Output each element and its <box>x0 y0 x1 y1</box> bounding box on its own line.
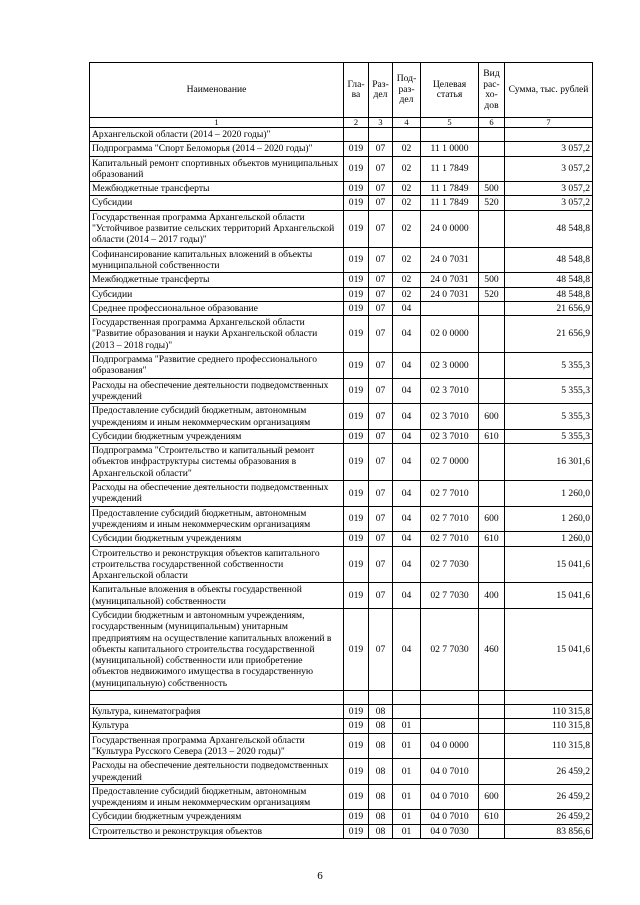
column-number: 6 <box>479 118 505 128</box>
cell-summa: 26 459,2 <box>505 759 593 785</box>
table-row <box>90 705 593 719</box>
cell-razdel: 07 <box>369 247 393 273</box>
cell-summa: 5 355,3 <box>505 429 593 443</box>
cell-tselevaya: 02 7 7030 <box>421 546 479 583</box>
cell-glava: 019 <box>344 506 369 532</box>
header-name: Наименование <box>90 63 344 118</box>
cell-podrazdel: 04 <box>393 353 421 379</box>
cell-vid: 610 <box>479 810 505 824</box>
cell-name: Субсидии бюджетным учреждениям <box>90 532 344 546</box>
cell-vid: 610 <box>479 532 505 546</box>
cell-podrazdel: 04 <box>393 546 421 583</box>
cell-tselevaya: 02 3 7010 <box>421 429 479 443</box>
cell-glava: 019 <box>344 210 369 247</box>
header-razdel: Раз-дел <box>369 63 393 118</box>
cell-summa: 15 041,6 <box>505 583 593 609</box>
table-row <box>90 156 593 182</box>
cell-name: Субсидии бюджетным учреждениям <box>90 810 344 824</box>
cell-tselevaya <box>421 705 479 719</box>
cell-name: Государственная программа Архангельской области "Развитие образования и науки Архангельской области (2013 – 2018 годы)" <box>90 316 344 353</box>
cell-vid <box>479 301 505 315</box>
cell-podrazdel: 04 <box>393 506 421 532</box>
cell-razdel: 07 <box>369 287 393 301</box>
cell-podrazdel: 04 <box>393 378 421 404</box>
cell-podrazdel: 01 <box>393 810 421 824</box>
cell-name: Среднее профессиональное образование <box>90 301 344 315</box>
cell-podrazdel: 04 <box>393 583 421 609</box>
cell-razdel: 08 <box>369 824 393 838</box>
cell-podrazdel: 04 <box>393 532 421 546</box>
cell-glava: 019 <box>344 353 369 379</box>
cell-name: Софинансирование капитальных вложений в объекты муниципальной собственности <box>90 247 344 273</box>
cell-vid <box>479 691 505 705</box>
cell-vid: 500 <box>479 182 505 196</box>
cell-tselevaya <box>421 301 479 315</box>
cell-glava: 019 <box>344 142 369 156</box>
cell-tselevaya: 02 7 7010 <box>421 532 479 546</box>
table-row <box>90 128 593 142</box>
cell-name: Подпрограмма "Развитие среднего профессионального образования" <box>90 353 344 379</box>
cell-vid <box>479 705 505 719</box>
table-row <box>90 287 593 301</box>
cell-vid: 460 <box>479 608 505 690</box>
cell-podrazdel <box>393 128 421 142</box>
column-number-row <box>90 118 593 128</box>
cell-glava: 019 <box>344 733 369 759</box>
cell-glava: 019 <box>344 608 369 690</box>
cell-tselevaya: 02 7 7010 <box>421 481 479 507</box>
cell-podrazdel: 04 <box>393 608 421 690</box>
cell-name: Предоставление субсидий бюджетным, автономным учреждениям и иным некоммерческим организациям <box>90 404 344 430</box>
cell-razdel: 07 <box>369 532 393 546</box>
cell-name: Капитальные вложения в объекты государственной (муниципальной) собственности <box>90 583 344 609</box>
cell-glava <box>344 128 369 142</box>
cell-tselevaya: 24 0 7031 <box>421 287 479 301</box>
cell-name: Архангельской области (2014 – 2020 годы)" <box>90 128 344 142</box>
cell-podrazdel: 01 <box>393 824 421 838</box>
cell-name: Межбюджетные трансферты <box>90 182 344 196</box>
cell-summa: 26 459,2 <box>505 784 593 810</box>
table-row <box>90 196 593 210</box>
cell-podrazdel <box>393 691 421 705</box>
cell-glava: 019 <box>344 824 369 838</box>
cell-summa: 48 548,8 <box>505 210 593 247</box>
cell-name: Культура <box>90 719 344 733</box>
cell-summa: 3 057,2 <box>505 156 593 182</box>
column-number: 1 <box>90 118 344 128</box>
cell-name: Предоставление субсидий бюджетным, автономным учреждениям и иным некоммерческим организациям <box>90 784 344 810</box>
cell-name: Субсидии бюджетным и автономным учреждениям, государственным (муниципальным) унитарным предприятиям на осуществление капитальных вложений в объекты капитального строительства государственной (муниципальной) собственности или приобретение объектов недвижимого имущества в государственную (муниципальную) собственность <box>90 608 344 690</box>
cell-glava: 019 <box>344 481 369 507</box>
header-vid: Вид рас-хо-дов <box>479 63 505 118</box>
cell-tselevaya: 02 3 7010 <box>421 378 479 404</box>
table-row <box>90 404 593 430</box>
cell-razdel: 07 <box>369 444 393 481</box>
cell-tselevaya: 11 1 7849 <box>421 196 479 210</box>
table-row <box>90 506 593 532</box>
cell-glava: 019 <box>344 247 369 273</box>
cell-podrazdel: 02 <box>393 182 421 196</box>
table-row <box>90 733 593 759</box>
cell-razdel: 07 <box>369 353 393 379</box>
header-summa: Сумма, тыс. рублей <box>505 63 593 118</box>
cell-vid <box>479 156 505 182</box>
cell-vid <box>479 733 505 759</box>
cell-tselevaya: 04 0 7010 <box>421 810 479 824</box>
cell-vid <box>479 759 505 785</box>
table-row <box>90 583 593 609</box>
cell-name: Расходы на обеспечение деятельности подведомственных учреждений <box>90 481 344 507</box>
cell-razdel: 07 <box>369 378 393 404</box>
cell-vid: 520 <box>479 196 505 210</box>
cell-razdel: 07 <box>369 142 393 156</box>
cell-razdel: 07 <box>369 404 393 430</box>
cell-razdel: 07 <box>369 273 393 287</box>
cell-tselevaya: 24 0 7031 <box>421 247 479 273</box>
cell-name: Межбюджетные трансферты <box>90 273 344 287</box>
cell-summa: 5 355,3 <box>505 404 593 430</box>
cell-name: Субсидии бюджетным учреждениям <box>90 429 344 443</box>
cell-summa <box>505 691 593 705</box>
cell-glava: 019 <box>344 316 369 353</box>
cell-glava: 019 <box>344 444 369 481</box>
cell-tselevaya: 02 3 7010 <box>421 404 479 430</box>
cell-podrazdel: 04 <box>393 301 421 315</box>
cell-podrazdel <box>393 705 421 719</box>
header-tselevaya: Целевая статья <box>421 63 479 118</box>
cell-podrazdel: 04 <box>393 404 421 430</box>
cell-tselevaya: 02 7 7030 <box>421 608 479 690</box>
table-row <box>90 353 593 379</box>
cell-vid: 600 <box>479 404 505 430</box>
cell-glava: 019 <box>344 719 369 733</box>
cell-vid <box>479 210 505 247</box>
cell-tselevaya: 02 0 0000 <box>421 316 479 353</box>
cell-vid <box>479 481 505 507</box>
cell-razdel: 07 <box>369 210 393 247</box>
cell-razdel: 07 <box>369 608 393 690</box>
cell-podrazdel: 04 <box>393 429 421 443</box>
cell-tselevaya: 11 1 7849 <box>421 182 479 196</box>
cell-glava: 019 <box>344 705 369 719</box>
cell-name: Строительство и реконструкция объектов капитального строительства государственной собственности Архангельской области <box>90 546 344 583</box>
cell-razdel: 07 <box>369 301 393 315</box>
cell-glava: 019 <box>344 583 369 609</box>
table-row <box>90 759 593 785</box>
cell-razdel: 07 <box>369 481 393 507</box>
cell-razdel: 07 <box>369 156 393 182</box>
header-glava: Гла-ва <box>344 63 369 118</box>
table-row <box>90 429 593 443</box>
cell-summa: 21 656,9 <box>505 301 593 315</box>
cell-name: Субсидии <box>90 196 344 210</box>
cell-vid <box>479 378 505 404</box>
cell-podrazdel: 02 <box>393 247 421 273</box>
cell-summa: 1 260,0 <box>505 506 593 532</box>
cell-podrazdel: 04 <box>393 444 421 481</box>
cell-name: Культура, кинематография <box>90 705 344 719</box>
column-number: 3 <box>369 118 393 128</box>
cell-tselevaya: 04 0 7010 <box>421 759 479 785</box>
cell-razdel: 08 <box>369 705 393 719</box>
cell-razdel: 08 <box>369 719 393 733</box>
table-row <box>90 247 593 273</box>
cell-vid: 610 <box>479 429 505 443</box>
cell-vid <box>479 247 505 273</box>
column-number: 2 <box>344 118 369 128</box>
column-number: 5 <box>421 118 479 128</box>
cell-glava: 019 <box>344 273 369 287</box>
cell-name <box>90 691 344 705</box>
budget-table <box>89 62 593 839</box>
page-number: 6 <box>317 870 323 882</box>
cell-tselevaya: 04 0 0000 <box>421 733 479 759</box>
cell-glava: 019 <box>344 810 369 824</box>
cell-vid: 600 <box>479 506 505 532</box>
cell-podrazdel: 02 <box>393 142 421 156</box>
cell-summa: 15 041,6 <box>505 546 593 583</box>
cell-glava: 019 <box>344 156 369 182</box>
cell-summa: 3 057,2 <box>505 182 593 196</box>
table-body <box>90 128 593 839</box>
table-row <box>90 546 593 583</box>
cell-podrazdel: 02 <box>393 287 421 301</box>
cell-podrazdel: 02 <box>393 273 421 287</box>
cell-vid: 600 <box>479 784 505 810</box>
cell-name: Государственная программа Архангельской области "Культура Русского Севера (2013 – 2020 годы)" <box>90 733 344 759</box>
cell-summa: 3 057,2 <box>505 142 593 156</box>
table-row <box>90 182 593 196</box>
cell-summa: 5 355,3 <box>505 353 593 379</box>
cell-tselevaya: 11 1 0000 <box>421 142 479 156</box>
cell-razdel: 07 <box>369 316 393 353</box>
cell-tselevaya <box>421 691 479 705</box>
cell-podrazdel: 01 <box>393 759 421 785</box>
cell-podrazdel: 02 <box>393 156 421 182</box>
table-row <box>90 719 593 733</box>
cell-tselevaya: 24 0 0000 <box>421 210 479 247</box>
cell-glava: 019 <box>344 182 369 196</box>
cell-name: Капитальный ремонт спортивных объектов муниципальных образований <box>90 156 344 182</box>
cell-name: Государственная программа Архангельской области "Устойчивое развитие сельских территорий Архангельской области (2014 – 2017 годы)" <box>90 210 344 247</box>
cell-razdel: 07 <box>369 583 393 609</box>
cell-tselevaya: 02 7 7010 <box>421 506 479 532</box>
cell-razdel: 08 <box>369 784 393 810</box>
cell-summa: 16 301,6 <box>505 444 593 481</box>
cell-summa: 21 656,9 <box>505 316 593 353</box>
cell-razdel: 07 <box>369 429 393 443</box>
table-row <box>90 810 593 824</box>
cell-podrazdel: 01 <box>393 733 421 759</box>
cell-tselevaya <box>421 128 479 142</box>
cell-glava: 019 <box>344 196 369 210</box>
cell-razdel: 07 <box>369 506 393 532</box>
cell-name: Субсидии <box>90 287 344 301</box>
cell-vid <box>479 316 505 353</box>
table-row <box>90 301 593 315</box>
cell-podrazdel: 01 <box>393 784 421 810</box>
cell-summa: 26 459,2 <box>505 810 593 824</box>
cell-name: Расходы на обеспечение деятельности подведомственных учреждений <box>90 378 344 404</box>
cell-razdel: 07 <box>369 182 393 196</box>
cell-razdel: 07 <box>369 196 393 210</box>
cell-summa: 15 041,6 <box>505 608 593 690</box>
cell-vid <box>479 719 505 733</box>
table-row <box>90 532 593 546</box>
cell-summa: 5 355,3 <box>505 378 593 404</box>
cell-name: Подпрограмма "Спорт Беломорья (2014 – 2020 годы)" <box>90 142 344 156</box>
cell-podrazdel: 02 <box>393 210 421 247</box>
cell-tselevaya: 11 1 7849 <box>421 156 479 182</box>
cell-vid <box>479 128 505 142</box>
cell-summa: 110 315,8 <box>505 733 593 759</box>
cell-glava: 019 <box>344 287 369 301</box>
table-row <box>90 273 593 287</box>
cell-tselevaya: 02 7 0000 <box>421 444 479 481</box>
table-row <box>90 444 593 481</box>
cell-tselevaya: 02 7 7030 <box>421 583 479 609</box>
cell-tselevaya: 02 3 0000 <box>421 353 479 379</box>
cell-razdel <box>369 128 393 142</box>
cell-razdel: 08 <box>369 759 393 785</box>
cell-vid: 400 <box>479 583 505 609</box>
cell-summa: 110 315,8 <box>505 719 593 733</box>
column-number: 7 <box>505 118 593 128</box>
cell-podrazdel: 01 <box>393 719 421 733</box>
table-row <box>90 210 593 247</box>
table-row <box>90 691 593 705</box>
cell-tselevaya: 24 0 7031 <box>421 273 479 287</box>
cell-name: Расходы на обеспечение деятельности подведомственных учреждений <box>90 759 344 785</box>
table-row <box>90 608 593 690</box>
cell-name: Предоставление субсидий бюджетным, автономным учреждениям и иным некоммерческим организациям <box>90 506 344 532</box>
header-podrazdel: Под-раз-дел <box>393 63 421 118</box>
table-row <box>90 316 593 353</box>
cell-summa: 48 548,8 <box>505 287 593 301</box>
table-row <box>90 824 593 838</box>
table-row <box>90 142 593 156</box>
cell-vid: 500 <box>479 273 505 287</box>
cell-razdel: 08 <box>369 810 393 824</box>
cell-name: Подпрограмма "Строительство и капитальный ремонт объектов инфраструктуры системы образования в Архангельской области" <box>90 444 344 481</box>
cell-summa: 1 260,0 <box>505 481 593 507</box>
cell-podrazdel: 02 <box>393 196 421 210</box>
cell-glava: 019 <box>344 759 369 785</box>
cell-razdel <box>369 691 393 705</box>
column-number: 4 <box>393 118 421 128</box>
cell-summa: 48 548,8 <box>505 273 593 287</box>
cell-vid <box>479 824 505 838</box>
cell-glava: 019 <box>344 301 369 315</box>
cell-razdel: 08 <box>369 733 393 759</box>
header-row <box>90 63 593 118</box>
cell-glava: 019 <box>344 378 369 404</box>
cell-glava: 019 <box>344 546 369 583</box>
cell-summa: 83 856,6 <box>505 824 593 838</box>
cell-summa: 1 260,0 <box>505 532 593 546</box>
cell-summa: 3 057,2 <box>505 196 593 210</box>
cell-vid <box>479 546 505 583</box>
cell-tselevaya: 04 0 7030 <box>421 824 479 838</box>
cell-glava: 019 <box>344 404 369 430</box>
cell-tselevaya: 04 0 7010 <box>421 784 479 810</box>
cell-glava: 019 <box>344 532 369 546</box>
cell-name: Строительство и реконструкция объектов <box>90 824 344 838</box>
cell-glava: 019 <box>344 429 369 443</box>
table-row <box>90 378 593 404</box>
cell-glava: 019 <box>344 784 369 810</box>
cell-tselevaya <box>421 719 479 733</box>
cell-summa <box>505 128 593 142</box>
cell-podrazdel: 04 <box>393 481 421 507</box>
cell-vid <box>479 353 505 379</box>
cell-vid <box>479 142 505 156</box>
cell-vid <box>479 444 505 481</box>
cell-razdel: 07 <box>369 546 393 583</box>
cell-glava <box>344 691 369 705</box>
cell-podrazdel: 04 <box>393 316 421 353</box>
cell-vid: 520 <box>479 287 505 301</box>
cell-summa: 48 548,8 <box>505 247 593 273</box>
table-row <box>90 784 593 810</box>
table-row <box>90 481 593 507</box>
cell-summa: 110 315,8 <box>505 705 593 719</box>
